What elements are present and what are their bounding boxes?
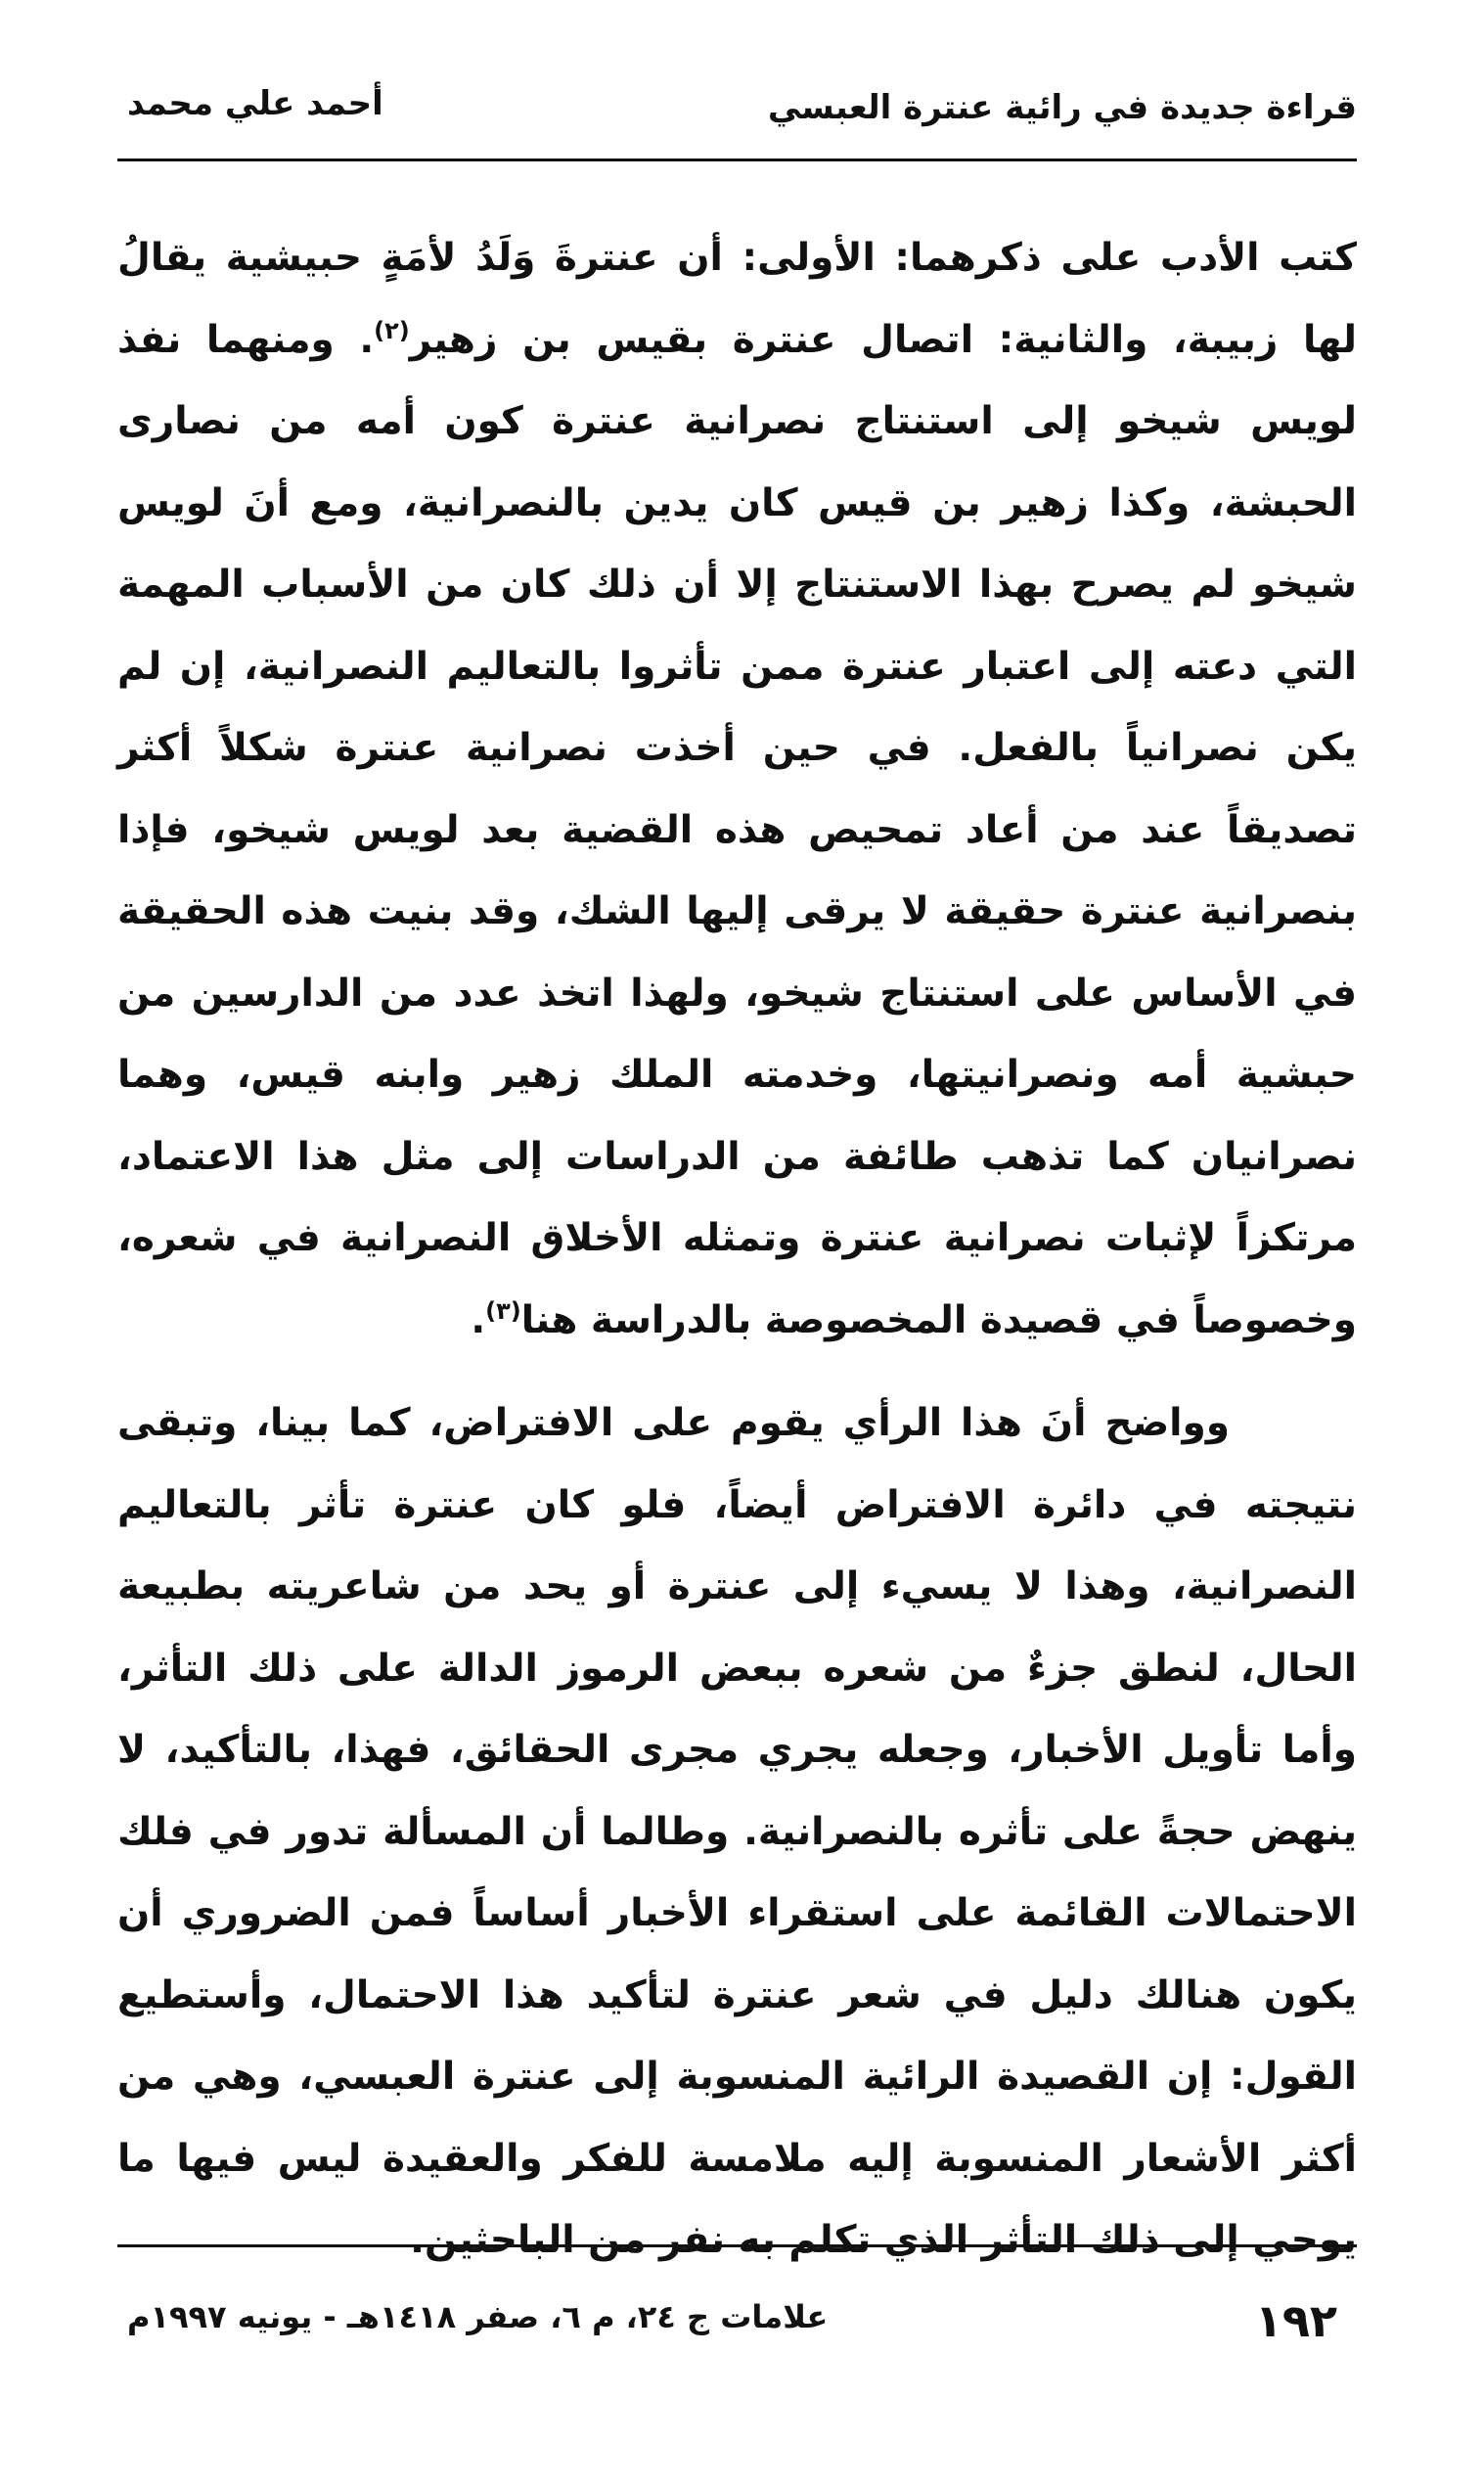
journal-citation: علامات ج ٢٤، م ٦، صفر ١٤١٨هـ - يونيه ١٩٩٧م <box>127 2298 829 2335</box>
page-footer <box>117 2244 1357 2375</box>
footnote-ref-3: (٣) <box>485 1296 521 1325</box>
running-title: قراءة جديدة في رائية عنترة العبسي <box>767 88 1357 127</box>
paragraph-1-part-2: . ومنهما نفذ لويس شيخو إلى استنتاج نصرانية عنترة كون أمه من نصارى الحبشة، وكذا زهير بن قيس كان يدين بالنصرانية، ومع أنَ لويس شيخو لم يصرح بهذا الاستنتاج إلا أن ذلك كان من الأسباب المهمة التي دعته إلى اعتبار عنترة ممن تأثروا بالتعاليم النصرانية، إن لم يكن نصرانياً بالفعل. في حين أخذت نصرانية عنترة شكلاً أكثر تصديقاً عند من أعاد تمحيص هذه القضية بعد لويس شيخو، فإذا بنصرانية عنترة حقيقة لا يرقى إليها الشك، وقد بنيت هذه الحقيقة في الأساس على استنتاج شيخو، ولهذا اتخذ عدد من الدارسين من حبشية أمه ونصرانيتها، وخدمته الملك زهير وابنه قيس، وهما نصرانيان كما تذهب طائفة من الدراسات إلى مثل هذا الاعتماد، مرتكزاً لإثبات نصرانية عنترة وتمثله الأخلاق النصرانية في شعره، وخصوصاً في قصيدة المخصوصة بالدراسة هنا <box>117 317 1357 1342</box>
paragraph-1 <box>117 217 1357 1361</box>
author-name: أحمد علي محمد <box>127 84 383 123</box>
page-number: ١٩٢ <box>1254 2294 1337 2347</box>
running-header <box>117 70 1357 161</box>
paragraph-1-end: . <box>471 1297 486 1342</box>
article-body <box>117 217 1357 2282</box>
paragraph-2: وواضح أنَ هذا الرأي يقوم على الافتراض، كما بينا، وتبقى نتيجته في دائرة الافتراض أيضاً، فلو كان عنترة تأثر بالتعاليم النصرانية، وهذا لا يسيء إلى عنترة أو يحد من شاعريته بطبيعة الحال، لنطق جزءٌ من شعره ببعض الرموز الدالة على ذلك التأثر، وأما تأويل الأخبار، وجعله يجري مجرى الحقائق، فهذا، بالتأكيد، لا ينهض حجةً على تأثره بالنصرانية. وطالما أن المسألة تدور في فلك الاحتمالات القائمة على استقراء الأخبار أساساً فمن الضروري أن يكون هنالك دليل في شعر عنترة لتأكيد هذا الاحتمال، وأستطيع القول: إن القصيدة الرائية المنسوبة إلى عنترة العبسي، وهي من أكثر الأشعار المنسوبة إليه ملامسة للفكر والعقيدة ليس فيها ما يوحي إلى ذلك التأثر الذي تكلم به نفر من الباحثين. <box>117 1401 1357 2262</box>
footnote-ref-2: (٢) <box>374 316 410 344</box>
paragraph-1-part-1: كتب الأدب على ذكرهما: الأولى: أن عنترةَ وَلَدُ لأمَةٍ حبيشية يقالُ لها زبيبة، والثانية: اتصال عنترة بقيس بن زهير <box>117 236 1357 362</box>
